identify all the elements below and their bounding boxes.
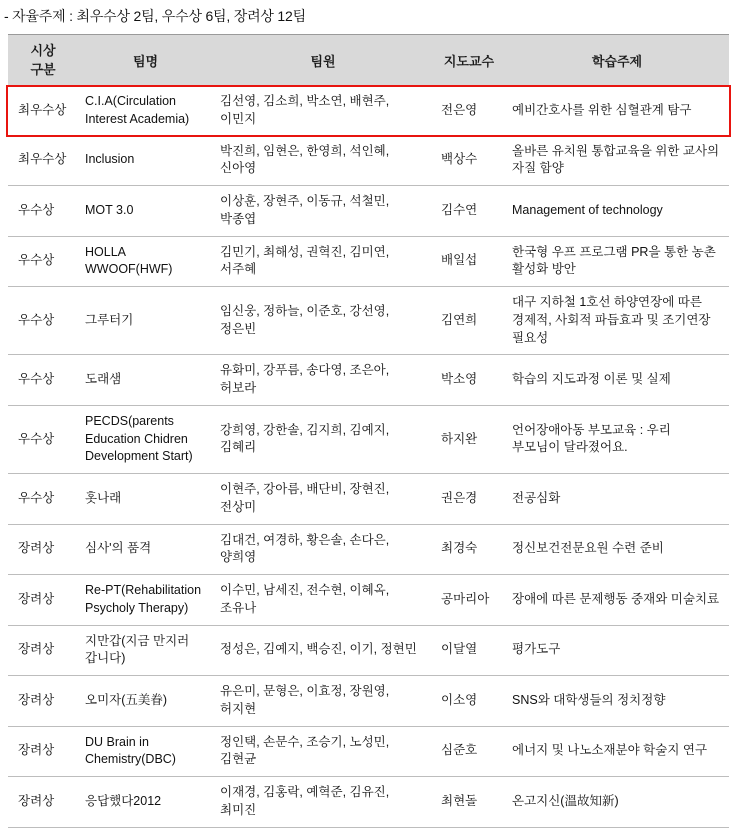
cell-team: 홋나래 [78,474,213,525]
cell-professor: 이달열 [433,625,505,676]
cell-team: HOLLA WWOOF(HWF) [78,236,213,287]
column-header-members: 팀원 [213,35,433,86]
cell-professor: 전은영 [441,102,478,117]
cell-topic: 정신보건전문요원 수련 준비 [505,524,729,575]
column-header-award-line1: 시상 [30,42,56,58]
column-header-professor: 지도교수 [433,35,505,86]
table-row [8,236,729,287]
cell-topic: 평가도구 [505,625,729,676]
cell-professor: 심준호 [433,726,505,777]
cell-topic: 대구 지하철 1호선 하양연장에 따른 경제적, 사회적 파듭효과 및 조기연장 필요성 [505,287,729,355]
cell-members: 강희영, 강한솔, 김지희, 김예지, 김혜리 [213,405,433,473]
table-row [8,777,729,828]
cell-professor: 공마리아 [433,575,505,626]
column-header-award-line2: 구분 [30,62,56,77]
table-body [8,86,729,828]
cell-professor: 백상수 [433,136,505,186]
cell-topic: 학습의 지도과정 이론 및 실제 [505,355,729,406]
header-row [8,35,729,86]
cell-team: 오미자(五美眷) [78,676,213,727]
cell-team: MOT 3.0 [78,186,213,237]
cell-topic: 장애에 따른 문제행동 중재와 미술치료 [505,575,729,626]
table-row [8,136,729,186]
cell-professor: 배일섭 [433,236,505,287]
awards-table [8,34,729,828]
table-row [8,676,729,727]
cell-team: DU Brain in Chemistry(DBC) [78,726,213,777]
cell-team: Re-PT(Rehabilitation Psycholy Therapy) [78,575,213,626]
table-row [8,524,729,575]
cell-topic: 전공심화 [505,474,729,525]
cell-team: 지만갑(지금 만지러 갑니다) [78,625,213,676]
cell-professor: 김연희 [433,287,505,355]
table-row [8,86,729,136]
cell-topic: SNS와 대학생들의 정치정향 [505,676,729,727]
cell-professor: 김수연 [433,186,505,237]
cell-professor: 이소영 [433,676,505,727]
cell-award: 최우수상 [18,102,67,117]
cell-team: 그루터기 [78,287,213,355]
cell-team: PECDS(parents Education Chidren Development Start) [78,405,213,473]
cell-members: 이재경, 김홍락, 예혁준, 김유진, 최미진 [213,777,433,828]
table-row [8,474,729,525]
cell-members: 김민기, 최해성, 권혁진, 김미연, 서주혜 [213,236,433,287]
column-header-topic: 학습주제 [505,35,729,86]
cell-members: 이상훈, 장현주, 이동규, 석철민, 박종엽 [213,186,433,237]
cell-team: 응답했다2012 [78,777,213,828]
cell-topic: 에너지 및 나노소재분야 학술지 연구 [505,726,729,777]
cell-members: 이현주, 강아름, 배단비, 장현진, 전상미 [213,474,433,525]
cell-members: 이수민, 남세진, 전수현, 이혜옥, 조유나 [213,575,433,626]
cell-award: 장려상 [8,625,78,676]
cell-professor: 박소영 [433,355,505,406]
cell-members: 김대건, 여경하, 황은솔, 손다은, 양희영 [213,524,433,575]
cell-award: 우수상 [8,355,78,406]
cell-topic: 예비간호사를 위한 심혈관계 탐구 [512,102,692,117]
cell-members: 박진희, 임현은, 한영희, 석인혜, 신아영 [213,136,433,186]
cell-award: 최우수상 [8,136,78,186]
table-row [8,355,729,406]
cell-team: C.I.A(Circulation Interest Academia) [85,94,190,126]
cell-award: 장려상 [8,575,78,626]
cell-members: 정인택, 손문수, 조승기, 노성민, 김현균 [213,726,433,777]
cell-professor: 하지완 [433,405,505,473]
cell-award: 장려상 [8,726,78,777]
cell-award: 우수상 [8,236,78,287]
cell-award: 우수상 [8,186,78,237]
cell-members: 김선영, 김소희, 박소연, 배현주, 이민지 [220,94,390,126]
cell-topic: 온고지신(溫故知新) [505,777,729,828]
cell-professor: 최현돌 [433,777,505,828]
column-header-award [8,35,78,86]
table-row [8,726,729,777]
cell-award: 장려상 [8,524,78,575]
cell-award: 우수상 [8,405,78,473]
table-row [8,575,729,626]
cell-team: Inclusion [78,136,213,186]
cell-members: 임신웅, 정하늘, 이준호, 강선영, 정은빈 [213,287,433,355]
table-row [8,186,729,237]
cell-professor: 최경숙 [433,524,505,575]
cell-topic: 언어장애아동 부모교육 : 우리 부모님이 달라졌어요. [505,405,729,473]
table-row [8,405,729,473]
table-row [8,625,729,676]
cell-team: 심사'의 품격 [78,524,213,575]
cell-topic: Management of technology [505,186,729,237]
table-row [8,287,729,355]
cell-members: 유화미, 강푸름, 송다영, 조은아, 허보라 [213,355,433,406]
cell-team: 도래샘 [78,355,213,406]
cell-professor: 권은경 [433,474,505,525]
cell-topic: 한국형 우프 프로그램 PR을 통한 농촌 활성화 방안 [505,236,729,287]
cell-award: 우수상 [8,474,78,525]
page-caption: - 자율주제 : 최우수상 2팀, 우수상 6팀, 장려상 12팀 [4,8,306,24]
awards-table-wrapper [8,34,729,828]
cell-award: 장려상 [8,676,78,727]
cell-topic: 올바른 유치원 통합교육을 위한 교사의 자질 함양 [505,136,729,186]
table-header [8,35,729,86]
cell-members: 유은미, 문형은, 이효정, 장원영, 허지현 [213,676,433,727]
cell-award: 우수상 [8,287,78,355]
column-header-team: 팀명 [78,35,213,86]
cell-award: 장려상 [8,777,78,828]
cell-members: 정성은, 김예지, 백승진, 이기឵, 정현민 [213,625,433,676]
